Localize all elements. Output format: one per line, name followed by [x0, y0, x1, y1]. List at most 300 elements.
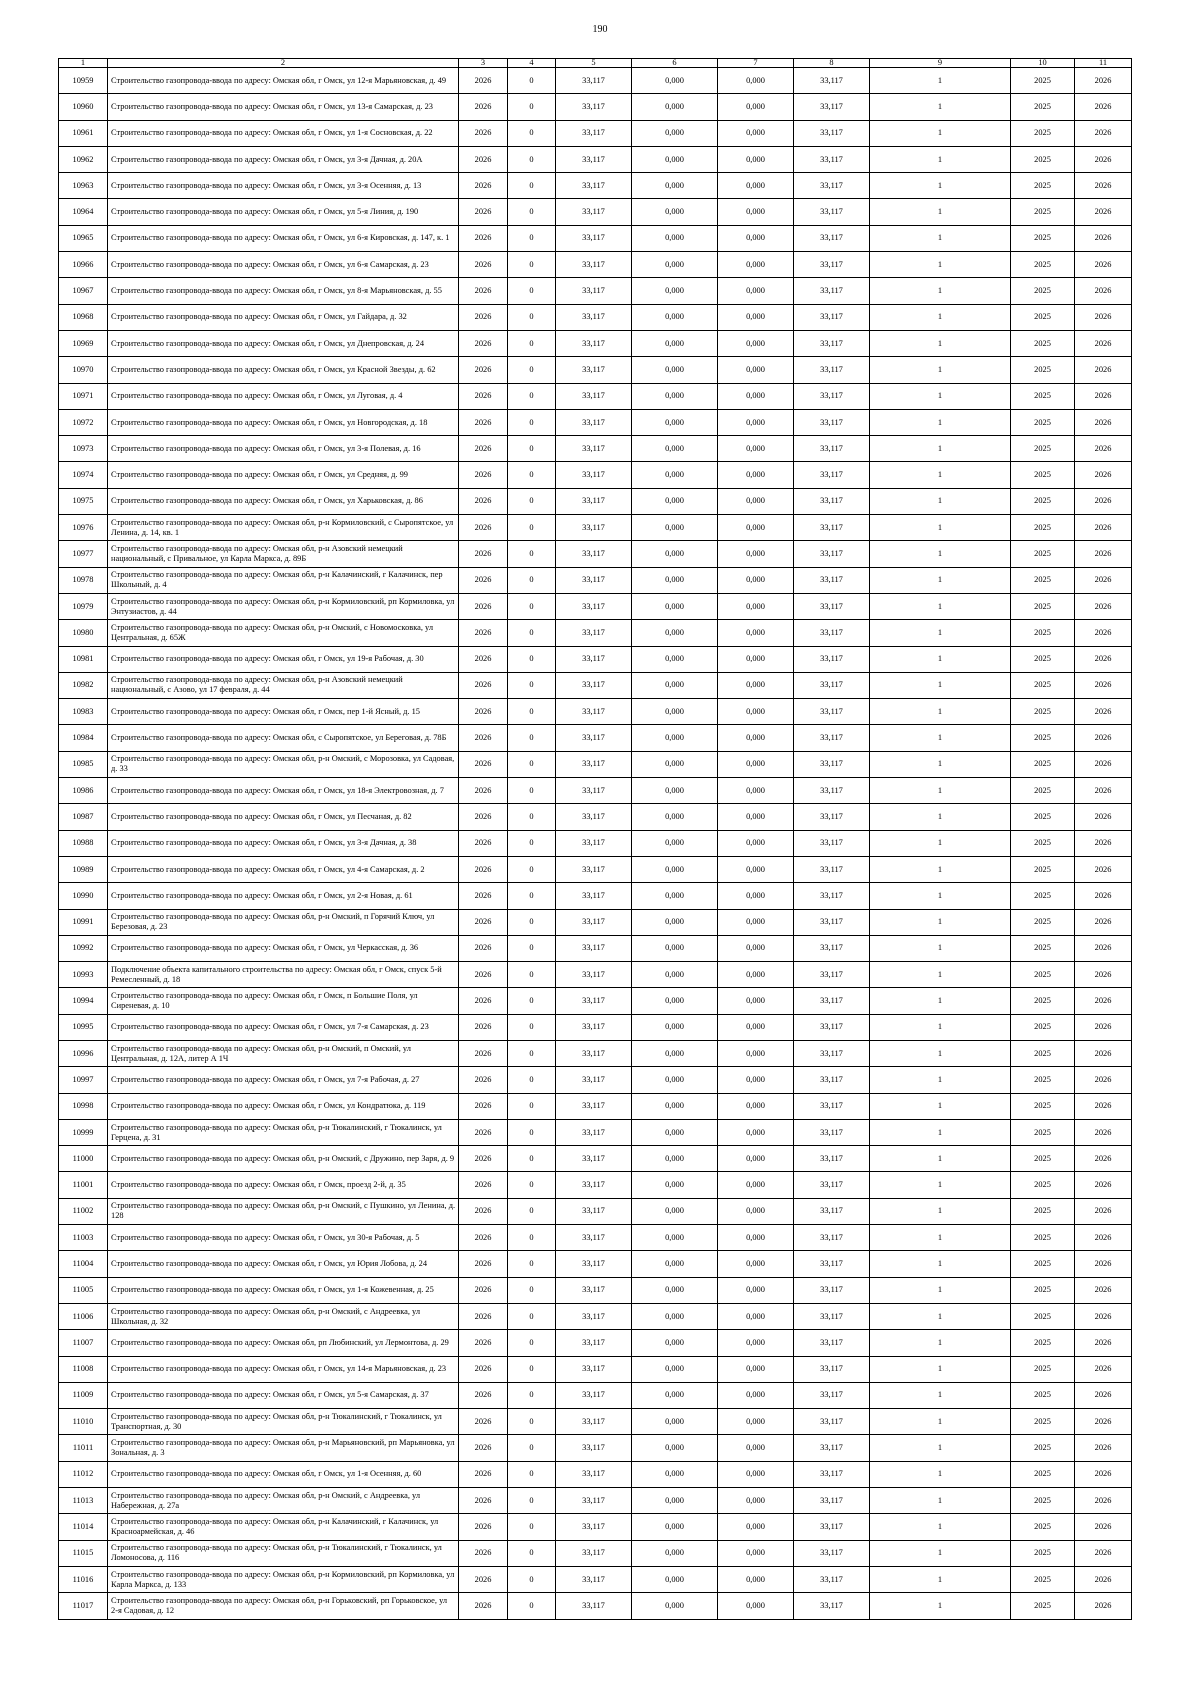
table-row [59, 751, 1132, 777]
col11-cell: 2026 [1075, 225, 1132, 251]
row-description-cell: Строительство газопровода-ввода по адресу: Омская обл, г Омск, ул 3-я Осенняя, д. 13 [108, 173, 459, 199]
col9-cell: 1 [870, 856, 1011, 882]
col3-cell: 2026 [459, 1330, 508, 1356]
col9-cell: 1 [870, 1172, 1011, 1198]
col11-cell: 2026 [1075, 1409, 1132, 1435]
col4-cell: 0 [508, 593, 556, 619]
col10-cell: 2025 [1011, 436, 1075, 462]
col8-cell: 33,117 [794, 1119, 870, 1145]
col7-cell: 0,000 [718, 488, 794, 514]
col5-cell: 33,117 [556, 199, 632, 225]
col6-cell: 0,000 [632, 935, 718, 961]
col4-cell: 0 [508, 1409, 556, 1435]
col11-cell: 2026 [1075, 1303, 1132, 1329]
col5-cell: 33,117 [556, 94, 632, 120]
row-description-cell: Строительство газопровода-ввода по адресу: Омская обл, г Омск, ул Днепровская, д. 24 [108, 330, 459, 356]
col3-cell: 2026 [459, 146, 508, 172]
table-row [59, 1146, 1132, 1172]
col10-cell: 2025 [1011, 146, 1075, 172]
col4-cell: 0 [508, 1382, 556, 1408]
table-row [59, 330, 1132, 356]
col5-cell: 33,117 [556, 567, 632, 593]
col3-cell: 2026 [459, 1435, 508, 1461]
row-id-cell: 10983 [59, 699, 108, 725]
col-header-1: 1 [59, 59, 108, 68]
table-row [59, 1119, 1132, 1145]
col9-cell: 1 [870, 488, 1011, 514]
col4-cell: 0 [508, 199, 556, 225]
col4-cell: 0 [508, 909, 556, 935]
col10-cell: 2025 [1011, 567, 1075, 593]
row-id-cell: 11017 [59, 1593, 108, 1619]
col6-cell: 0,000 [632, 541, 718, 567]
col10-cell: 2025 [1011, 1225, 1075, 1251]
col7-cell: 0,000 [718, 1435, 794, 1461]
page-number: 190 [592, 24, 608, 35]
col10-cell: 2025 [1011, 1014, 1075, 1040]
row-description-cell: Строительство газопровода-ввода по адресу: Омская обл, р-н Кормиловский, рп Кормиловка, ул Энтузиастов, д. 44 [108, 593, 459, 619]
col3-cell: 2026 [459, 173, 508, 199]
col11-cell: 2026 [1075, 94, 1132, 120]
col3-cell: 2026 [459, 1172, 508, 1198]
col11-cell: 2026 [1075, 304, 1132, 330]
col6-cell: 0,000 [632, 1067, 718, 1093]
col8-cell: 33,117 [794, 962, 870, 988]
col6-cell: 0,000 [632, 725, 718, 751]
col8-cell: 33,117 [794, 225, 870, 251]
col7-cell: 0,000 [718, 883, 794, 909]
table-row [59, 278, 1132, 304]
table-row [59, 935, 1132, 961]
col3-cell: 2026 [459, 357, 508, 383]
col7-cell: 0,000 [718, 804, 794, 830]
table-row [59, 1330, 1132, 1356]
col11-cell: 2026 [1075, 462, 1132, 488]
col3-cell: 2026 [459, 699, 508, 725]
col4-cell: 0 [508, 94, 556, 120]
col6-cell: 0,000 [632, 1566, 718, 1592]
col3-cell: 2026 [459, 830, 508, 856]
col10-cell: 2025 [1011, 120, 1075, 146]
col8-cell: 33,117 [794, 751, 870, 777]
col7-cell: 0,000 [718, 1093, 794, 1119]
row-id-cell: 11003 [59, 1225, 108, 1251]
table-row [59, 1435, 1132, 1461]
col3-cell: 2026 [459, 1409, 508, 1435]
col4-cell: 0 [508, 68, 556, 94]
row-id-cell: 10961 [59, 120, 108, 146]
col9-cell: 1 [870, 1067, 1011, 1093]
col7-cell: 0,000 [718, 94, 794, 120]
row-id-cell: 10984 [59, 725, 108, 751]
col8-cell: 33,117 [794, 173, 870, 199]
column-number-row [59, 59, 1132, 68]
col7-cell: 0,000 [718, 1461, 794, 1487]
col10-cell: 2025 [1011, 646, 1075, 672]
col10-cell: 2025 [1011, 962, 1075, 988]
row-id-cell: 11004 [59, 1251, 108, 1277]
col7-cell: 0,000 [718, 1356, 794, 1382]
col7-cell: 0,000 [718, 672, 794, 698]
col6-cell: 0,000 [632, 383, 718, 409]
col6-cell: 0,000 [632, 1540, 718, 1566]
col5-cell: 33,117 [556, 1356, 632, 1382]
table-row [59, 409, 1132, 435]
col5-cell: 33,117 [556, 383, 632, 409]
col11-cell: 2026 [1075, 751, 1132, 777]
col3-cell: 2026 [459, 304, 508, 330]
col11-cell: 2026 [1075, 1119, 1132, 1145]
col9-cell: 1 [870, 1435, 1011, 1461]
col3-cell: 2026 [459, 278, 508, 304]
col10-cell: 2025 [1011, 935, 1075, 961]
col4-cell: 0 [508, 1172, 556, 1198]
table-row [59, 672, 1132, 698]
col6-cell: 0,000 [632, 515, 718, 541]
col6-cell: 0,000 [632, 988, 718, 1014]
col4-cell: 0 [508, 830, 556, 856]
row-id-cell: 10972 [59, 409, 108, 435]
col9-cell: 1 [870, 436, 1011, 462]
col7-cell: 0,000 [718, 120, 794, 146]
col5-cell: 33,117 [556, 988, 632, 1014]
col10-cell: 2025 [1011, 304, 1075, 330]
table-row [59, 988, 1132, 1014]
col6-cell: 0,000 [632, 1040, 718, 1066]
col-header-2: 2 [108, 59, 459, 68]
col3-cell: 2026 [459, 1356, 508, 1382]
col8-cell: 33,117 [794, 146, 870, 172]
row-description-cell: Строительство газопровода-ввода по адресу: Омская обл, р-н Азовский немецкий национальный, с Азово, ул 17 февраля, д. 44 [108, 672, 459, 698]
col4-cell: 0 [508, 1435, 556, 1461]
table-row [59, 357, 1132, 383]
col6-cell: 0,000 [632, 699, 718, 725]
col11-cell: 2026 [1075, 1172, 1132, 1198]
col5-cell: 33,117 [556, 357, 632, 383]
col5-cell: 33,117 [556, 68, 632, 94]
col10-cell: 2025 [1011, 1514, 1075, 1540]
col5-cell: 33,117 [556, 436, 632, 462]
col6-cell: 0,000 [632, 146, 718, 172]
col11-cell: 2026 [1075, 672, 1132, 698]
col4-cell: 0 [508, 1488, 556, 1514]
col4-cell: 0 [508, 1461, 556, 1487]
col11-cell: 2026 [1075, 515, 1132, 541]
col5-cell: 33,117 [556, 278, 632, 304]
row-description-cell: Строительство газопровода-ввода по адресу: Омская обл, р-н Калачинский, г Калачинск, пер Школьный, д. 4 [108, 567, 459, 593]
col7-cell: 0,000 [718, 1146, 794, 1172]
col-header-7: 7 [718, 59, 794, 68]
col8-cell: 33,117 [794, 1198, 870, 1224]
col10-cell: 2025 [1011, 988, 1075, 1014]
col7-cell: 0,000 [718, 988, 794, 1014]
row-id-cell: 10992 [59, 935, 108, 961]
col6-cell: 0,000 [632, 883, 718, 909]
table-row [59, 856, 1132, 882]
col9-cell: 1 [870, 988, 1011, 1014]
col8-cell: 33,117 [794, 462, 870, 488]
col10-cell: 2025 [1011, 1566, 1075, 1592]
col8-cell: 33,117 [794, 883, 870, 909]
row-id-cell: 11005 [59, 1277, 108, 1303]
table-row [59, 1067, 1132, 1093]
col7-cell: 0,000 [718, 1593, 794, 1619]
row-description-cell: Строительство газопровода-ввода по адресу: Омская обл, г Омск, ул Гайдара, д. 32 [108, 304, 459, 330]
col10-cell: 2025 [1011, 173, 1075, 199]
col6-cell: 0,000 [632, 357, 718, 383]
col9-cell: 1 [870, 1514, 1011, 1540]
col8-cell: 33,117 [794, 1409, 870, 1435]
col11-cell: 2026 [1075, 1514, 1132, 1540]
col-header-10: 10 [1011, 59, 1075, 68]
col9-cell: 1 [870, 1146, 1011, 1172]
col3-cell: 2026 [459, 804, 508, 830]
col4-cell: 0 [508, 278, 556, 304]
col4-cell: 0 [508, 1277, 556, 1303]
row-id-cell: 11010 [59, 1409, 108, 1435]
row-id-cell: 10995 [59, 1014, 108, 1040]
col6-cell: 0,000 [632, 173, 718, 199]
table-row [59, 1251, 1132, 1277]
col6-cell: 0,000 [632, 1382, 718, 1408]
col7-cell: 0,000 [718, 1514, 794, 1540]
col7-cell: 0,000 [718, 1067, 794, 1093]
table-row [59, 1488, 1132, 1514]
row-description-cell: Строительство газопровода-ввода по адресу: Омская обл, г Омск, ул Юрия Лобова, д. 24 [108, 1251, 459, 1277]
table-row [59, 1593, 1132, 1619]
row-id-cell: 10973 [59, 436, 108, 462]
row-description-cell: Строительство газопровода-ввода по адресу: Омская обл, р-н Азовский немецкий национальный, с Привальное, ул Карла Маркса, д. 89Б [108, 541, 459, 567]
col5-cell: 33,117 [556, 1435, 632, 1461]
col5-cell: 33,117 [556, 1067, 632, 1093]
table-row [59, 1540, 1132, 1566]
table-row [59, 1461, 1132, 1487]
col3-cell: 2026 [459, 1014, 508, 1040]
table-row [59, 1040, 1132, 1066]
row-description-cell: Строительство газопровода-ввода по адресу: Омская обл, р-н Марьяновский, рп Марьяновка, ул Зональная, д. 3 [108, 1435, 459, 1461]
row-description-cell: Строительство газопровода-ввода по адресу: Омская обл, г Омск, ул 30-я Рабочая, д. 5 [108, 1225, 459, 1251]
col5-cell: 33,117 [556, 1172, 632, 1198]
col11-cell: 2026 [1075, 778, 1132, 804]
col11-cell: 2026 [1075, 883, 1132, 909]
col10-cell: 2025 [1011, 804, 1075, 830]
col11-cell: 2026 [1075, 1593, 1132, 1619]
col8-cell: 33,117 [794, 1093, 870, 1119]
col11-cell: 2026 [1075, 830, 1132, 856]
col10-cell: 2025 [1011, 699, 1075, 725]
table-row [59, 646, 1132, 672]
col10-cell: 2025 [1011, 357, 1075, 383]
col10-cell: 2025 [1011, 725, 1075, 751]
col5-cell: 33,117 [556, 778, 632, 804]
col3-cell: 2026 [459, 94, 508, 120]
col7-cell: 0,000 [718, 1172, 794, 1198]
col11-cell: 2026 [1075, 278, 1132, 304]
col7-cell: 0,000 [718, 1409, 794, 1435]
row-id-cell: 11001 [59, 1172, 108, 1198]
col7-cell: 0,000 [718, 830, 794, 856]
col10-cell: 2025 [1011, 620, 1075, 646]
table-row [59, 1225, 1132, 1251]
col10-cell: 2025 [1011, 1356, 1075, 1382]
col9-cell: 1 [870, 620, 1011, 646]
col5-cell: 33,117 [556, 462, 632, 488]
table-row [59, 830, 1132, 856]
col8-cell: 33,117 [794, 409, 870, 435]
col11-cell: 2026 [1075, 252, 1132, 278]
col6-cell: 0,000 [632, 1172, 718, 1198]
col8-cell: 33,117 [794, 252, 870, 278]
table-body [59, 68, 1132, 1620]
col10-cell: 2025 [1011, 1303, 1075, 1329]
col8-cell: 33,117 [794, 383, 870, 409]
col7-cell: 0,000 [718, 909, 794, 935]
col6-cell: 0,000 [632, 304, 718, 330]
col6-cell: 0,000 [632, 778, 718, 804]
col10-cell: 2025 [1011, 1409, 1075, 1435]
col11-cell: 2026 [1075, 357, 1132, 383]
table-row [59, 120, 1132, 146]
col6-cell: 0,000 [632, 1014, 718, 1040]
col3-cell: 2026 [459, 1382, 508, 1408]
col9-cell: 1 [870, 725, 1011, 751]
col3-cell: 2026 [459, 1593, 508, 1619]
col8-cell: 33,117 [794, 672, 870, 698]
row-id-cell: 10963 [59, 173, 108, 199]
col6-cell: 0,000 [632, 593, 718, 619]
col7-cell: 0,000 [718, 330, 794, 356]
col8-cell: 33,117 [794, 515, 870, 541]
col7-cell: 0,000 [718, 357, 794, 383]
table-row [59, 593, 1132, 619]
col11-cell: 2026 [1075, 146, 1132, 172]
col8-cell: 33,117 [794, 1225, 870, 1251]
col9-cell: 1 [870, 646, 1011, 672]
col3-cell: 2026 [459, 68, 508, 94]
row-description-cell: Строительство газопровода-ввода по адресу: Омская обл, г Омск, ул Новгородская, д. 18 [108, 409, 459, 435]
col5-cell: 33,117 [556, 1382, 632, 1408]
col4-cell: 0 [508, 672, 556, 698]
row-description-cell: Строительство газопровода-ввода по адресу: Омская обл, г Омск, ул 1-я Кожевенная, д. 25 [108, 1277, 459, 1303]
col11-cell: 2026 [1075, 962, 1132, 988]
col8-cell: 33,117 [794, 778, 870, 804]
col10-cell: 2025 [1011, 1461, 1075, 1487]
col7-cell: 0,000 [718, 699, 794, 725]
col9-cell: 1 [870, 1566, 1011, 1592]
table-row [59, 1303, 1132, 1329]
col5-cell: 33,117 [556, 1330, 632, 1356]
row-id-cell: 10985 [59, 751, 108, 777]
col5-cell: 33,117 [556, 646, 632, 672]
col7-cell: 0,000 [718, 436, 794, 462]
row-description-cell: Строительство газопровода-ввода по адресу: Омская обл, г Омск, пер 1-й Ясный, д. 15 [108, 699, 459, 725]
col8-cell: 33,117 [794, 120, 870, 146]
col5-cell: 33,117 [556, 330, 632, 356]
table-row [59, 462, 1132, 488]
row-id-cell: 10979 [59, 593, 108, 619]
row-description-cell: Строительство газопровода-ввода по адресу: Омская обл, с Сыропятское, ул Береговая, д. 78Б [108, 725, 459, 751]
row-description-cell: Строительство газопровода-ввода по адресу: Омская обл, г Омск, ул 8-я Марьяновская, д. 55 [108, 278, 459, 304]
col3-cell: 2026 [459, 330, 508, 356]
col10-cell: 2025 [1011, 672, 1075, 698]
col7-cell: 0,000 [718, 620, 794, 646]
col5-cell: 33,117 [556, 409, 632, 435]
col3-cell: 2026 [459, 1040, 508, 1066]
row-id-cell: 10968 [59, 304, 108, 330]
row-id-cell: 10999 [59, 1119, 108, 1145]
col8-cell: 33,117 [794, 725, 870, 751]
col11-cell: 2026 [1075, 1014, 1132, 1040]
col8-cell: 33,117 [794, 199, 870, 225]
col11-cell: 2026 [1075, 1356, 1132, 1382]
col4-cell: 0 [508, 488, 556, 514]
col6-cell: 0,000 [632, 1303, 718, 1329]
col7-cell: 0,000 [718, 1198, 794, 1224]
col10-cell: 2025 [1011, 1540, 1075, 1566]
col8-cell: 33,117 [794, 1356, 870, 1382]
col3-cell: 2026 [459, 1067, 508, 1093]
col3-cell: 2026 [459, 462, 508, 488]
col4-cell: 0 [508, 567, 556, 593]
table-row [59, 252, 1132, 278]
col6-cell: 0,000 [632, 856, 718, 882]
col4-cell: 0 [508, 1566, 556, 1592]
col4-cell: 0 [508, 1119, 556, 1145]
col7-cell: 0,000 [718, 462, 794, 488]
col9-cell: 1 [870, 252, 1011, 278]
row-id-cell: 10991 [59, 909, 108, 935]
col6-cell: 0,000 [632, 567, 718, 593]
col10-cell: 2025 [1011, 515, 1075, 541]
col9-cell: 1 [870, 462, 1011, 488]
row-description-cell: Строительство газопровода-ввода по адресу: Омская обл, р-н Тюкалинский, г Тюкалинск, ул Ломоносова, д. 116 [108, 1540, 459, 1566]
col10-cell: 2025 [1011, 1277, 1075, 1303]
col9-cell: 1 [870, 120, 1011, 146]
col5-cell: 33,117 [556, 1488, 632, 1514]
col5-cell: 33,117 [556, 146, 632, 172]
col6-cell: 0,000 [632, 436, 718, 462]
col8-cell: 33,117 [794, 1067, 870, 1093]
col10-cell: 2025 [1011, 751, 1075, 777]
col9-cell: 1 [870, 304, 1011, 330]
col3-cell: 2026 [459, 1251, 508, 1277]
col-header-8: 8 [794, 59, 870, 68]
row-description-cell: Строительство газопровода-ввода по адресу: Омская обл, г Омск, ул 19-я Рабочая, д. 30 [108, 646, 459, 672]
row-id-cell: 10986 [59, 778, 108, 804]
col7-cell: 0,000 [718, 1040, 794, 1066]
col6-cell: 0,000 [632, 1593, 718, 1619]
col3-cell: 2026 [459, 436, 508, 462]
col8-cell: 33,117 [794, 357, 870, 383]
row-description-cell: Строительство газопровода-ввода по адресу: Омская обл, р-н Кормиловский, с Сыропятское, ул Ленина, д. 14, кв. 1 [108, 515, 459, 541]
col11-cell: 2026 [1075, 1461, 1132, 1487]
col3-cell: 2026 [459, 1146, 508, 1172]
col7-cell: 0,000 [718, 1251, 794, 1277]
col6-cell: 0,000 [632, 1461, 718, 1487]
col5-cell: 33,117 [556, 1461, 632, 1487]
row-id-cell: 10977 [59, 541, 108, 567]
col6-cell: 0,000 [632, 646, 718, 672]
col9-cell: 1 [870, 1382, 1011, 1408]
row-id-cell: 10989 [59, 856, 108, 882]
col9-cell: 1 [870, 330, 1011, 356]
col7-cell: 0,000 [718, 1382, 794, 1408]
col3-cell: 2026 [459, 1461, 508, 1487]
col10-cell: 2025 [1011, 909, 1075, 935]
col7-cell: 0,000 [718, 1014, 794, 1040]
col11-cell: 2026 [1075, 1488, 1132, 1514]
col5-cell: 33,117 [556, 225, 632, 251]
